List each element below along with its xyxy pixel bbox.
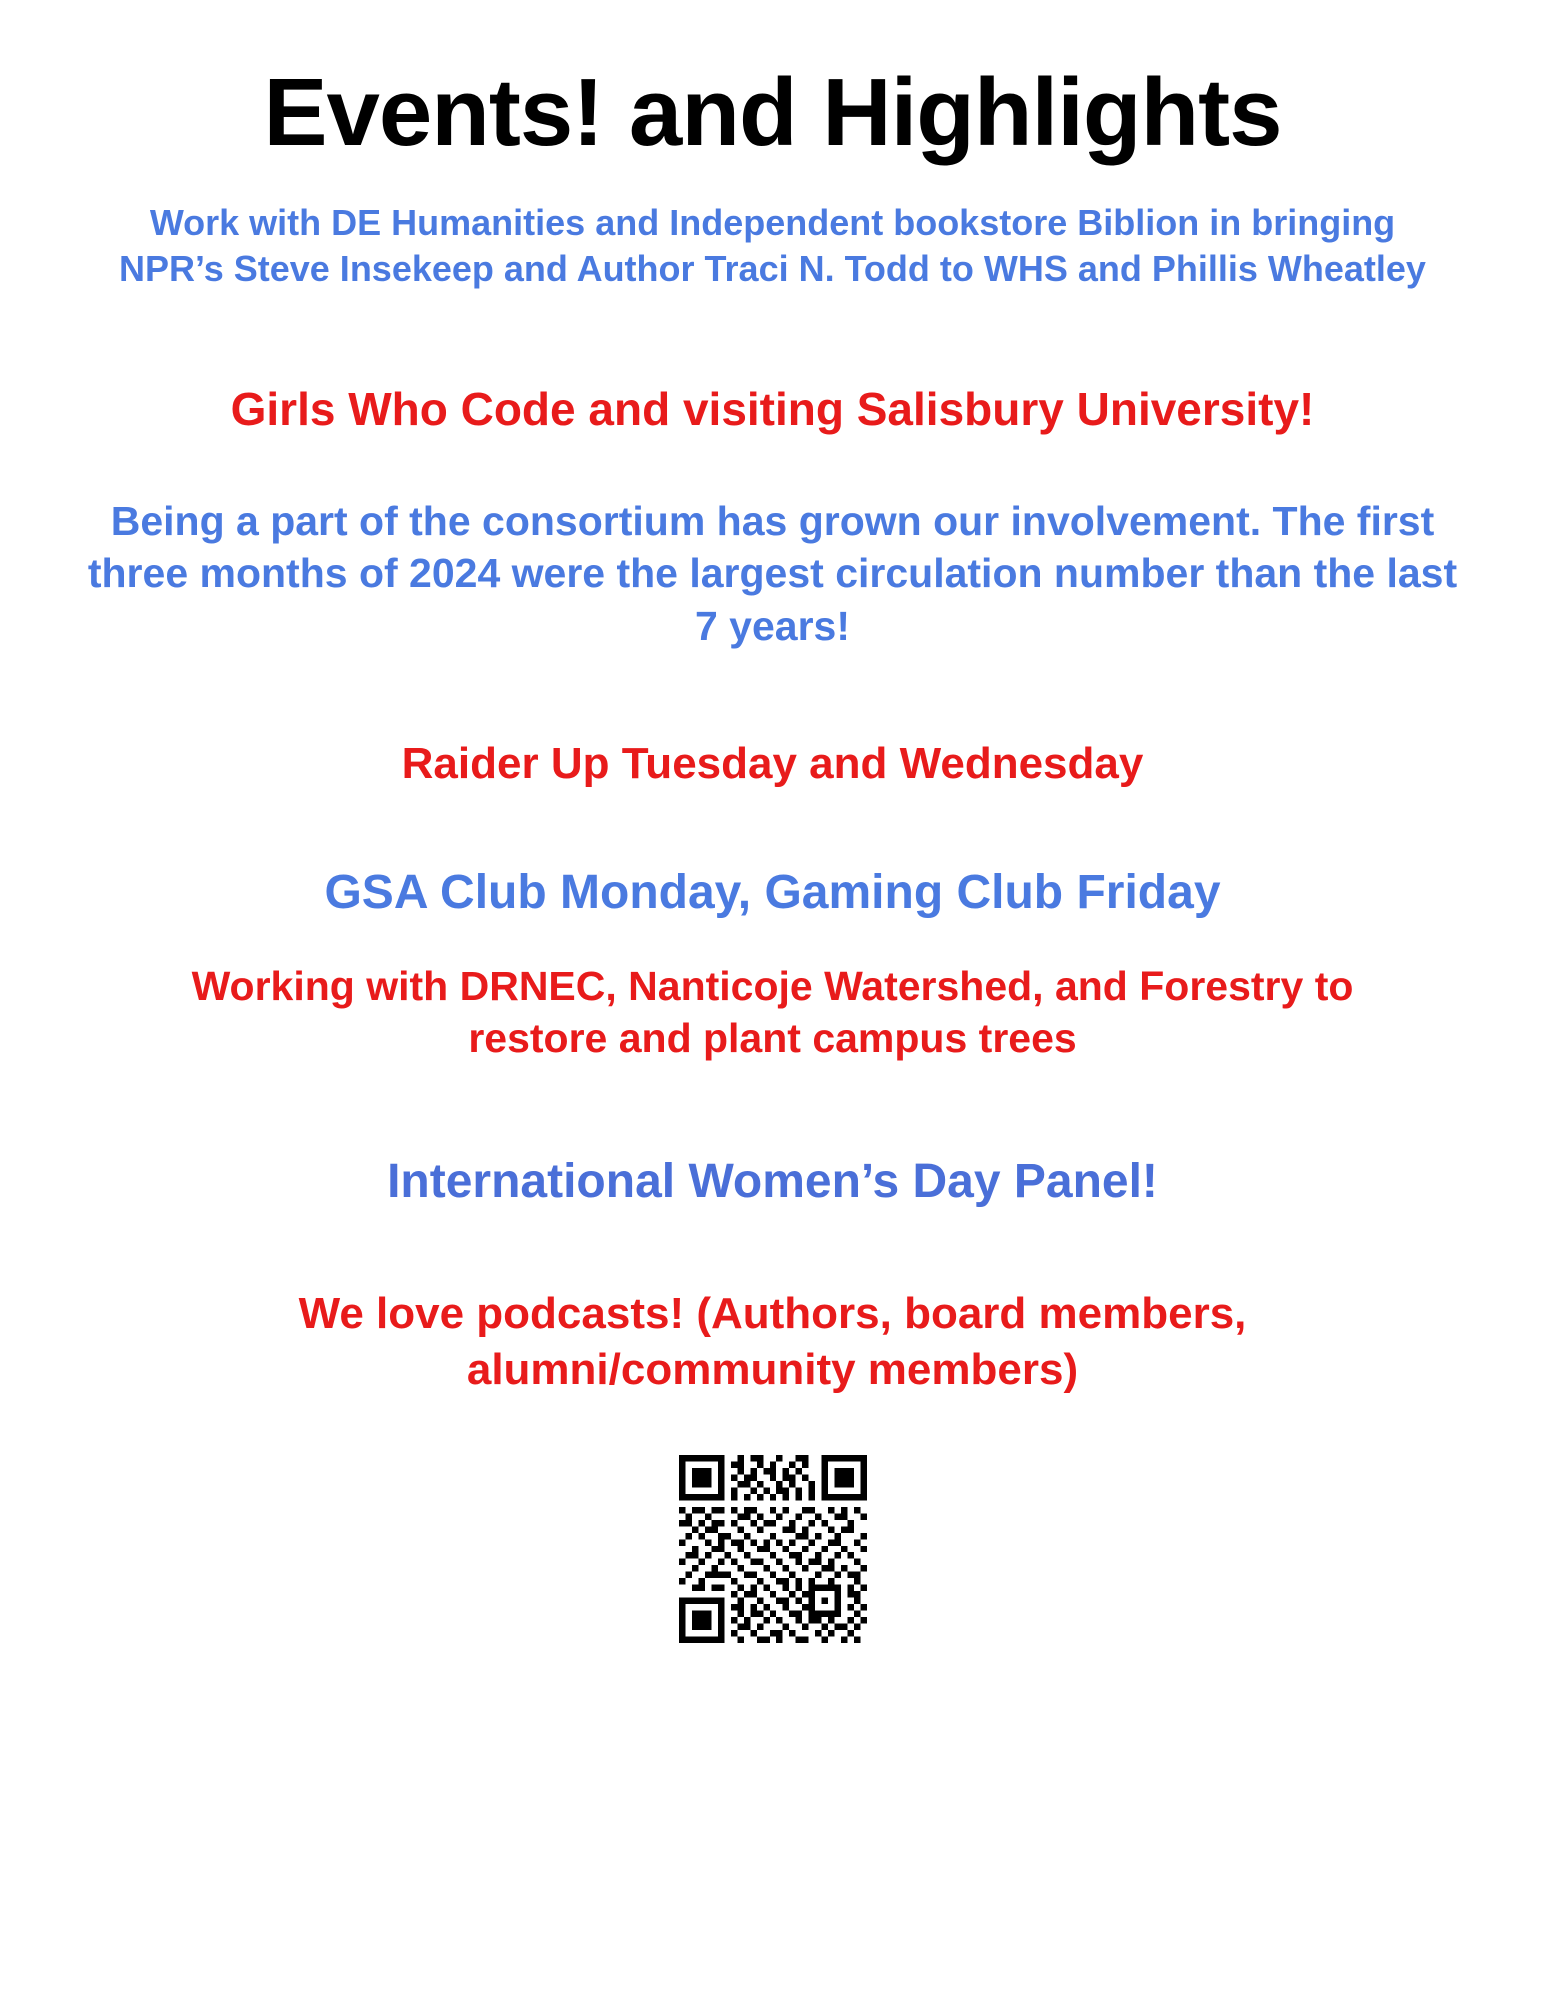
paragraph-consortium: Being a part of the consortium has grown our involvement. The first three months of 2024 were the largest circulation number than the last 7 years! — [87, 497, 1458, 649]
paragraph-podcasts: We love podcasts! (Authors, board members, alumni/community members) — [298, 1289, 1247, 1395]
page-title: Events! and Highlights — [263, 59, 1282, 166]
qr-code[interactable] — [679, 1455, 867, 1643]
qr-code-container — [70, 1455, 1475, 1643]
paragraph-de-humanities: Work with DE Humanities and Independent bookstore Biblion in bringing NPR’s Steve Insekeep and Author Traci N. Todd to WHS and Phillis Wheatley — [119, 201, 1426, 289]
heading-raider-up: Raider Up Tuesday and Wednesday — [401, 739, 1144, 789]
heading-girls-who-code: Girls Who Code and visiting Salisbury University! — [230, 382, 1315, 435]
heading-international-womens-day: International Women’s Day Panel! — [387, 1154, 1158, 1208]
heading-gsa-gaming-club: GSA Club Monday, Gaming Club Friday — [324, 866, 1221, 920]
paragraph-drnec-forestry: Working with DRNEC, Nanticoje Watershed, and Forestry to restore and plant campus trees — [191, 962, 1354, 1062]
